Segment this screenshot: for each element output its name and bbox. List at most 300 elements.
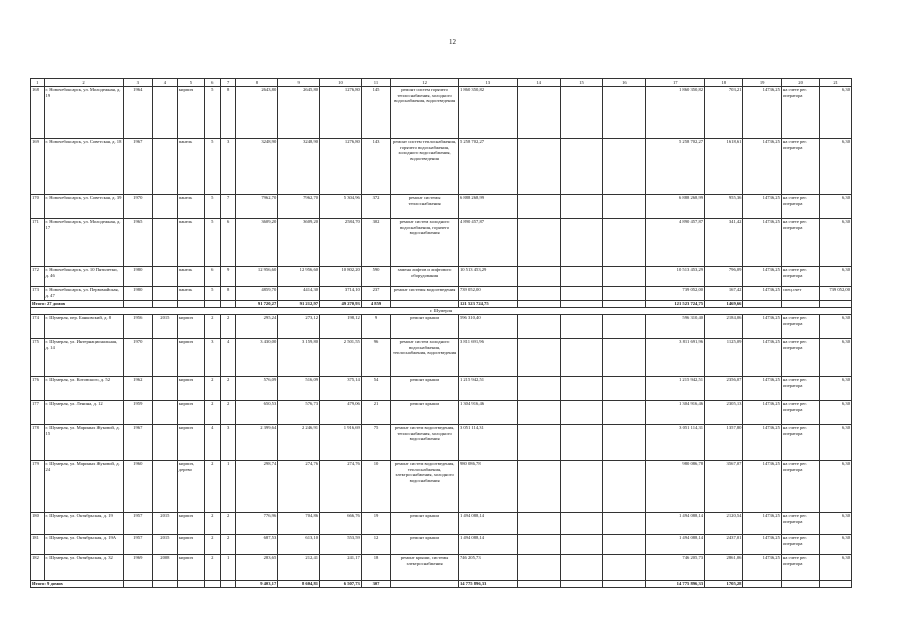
residents-cell: 75: [361, 425, 390, 461]
premises-area-cell: 2645,80: [278, 87, 320, 139]
entrances-cell: 2: [220, 315, 236, 339]
work-type-cell: ремонт крыши: [391, 513, 459, 535]
total-label: Итого: 9 домов: [31, 581, 124, 588]
limit-cost-cell: 14736,25: [743, 513, 781, 535]
unit-cost-cell: 796,09: [705, 267, 743, 287]
column-number: 2: [44, 79, 123, 87]
limit-cost-cell: 14736,25: [743, 87, 781, 139]
cost-cell: 1 215 942,51: [458, 377, 517, 401]
residential-area-cell: 1276,80: [320, 87, 362, 139]
total-premises-area: 8 604,81: [278, 581, 320, 588]
floors-cell: 2: [204, 401, 220, 425]
renovation-year-cell: [152, 401, 177, 425]
column-number: 16: [603, 79, 646, 87]
fund-cell: [517, 377, 560, 401]
premises-area-cell: 516,09: [278, 377, 320, 401]
term-cell: 6,30: [820, 267, 852, 287]
residents-cell: 9: [361, 315, 390, 339]
column-number: 7: [220, 79, 236, 87]
fund-cell: [603, 287, 646, 301]
unit-cost-cell: 2437,01: [705, 535, 743, 555]
table-row: [31, 513, 852, 535]
fund-cell: [517, 219, 560, 267]
cost-cell: 596 310,40: [458, 315, 517, 339]
limit-cost-cell: 14736,25: [743, 535, 781, 555]
table-row: [31, 287, 852, 301]
residential-area-cell: 5 304,96: [320, 195, 362, 219]
table-row: [31, 139, 852, 195]
row-number: 176: [31, 377, 45, 401]
table-row: [31, 535, 852, 555]
row-number: 169: [31, 139, 45, 195]
premises-area-cell: 212,41: [278, 555, 320, 581]
work-type-cell: ремонт крыши: [391, 401, 459, 425]
column-number: 19: [743, 79, 781, 87]
fund-cell: [603, 87, 646, 139]
table-cell: [204, 301, 220, 308]
total-cost-cell: 5 258 702,27: [646, 139, 705, 195]
total-cost-cell: 1 215 942,51: [646, 377, 705, 401]
floors-cell: 5: [204, 87, 220, 139]
address-cell: г. Шумерля, ул. Октябрьская, д. 32: [44, 555, 123, 581]
total-area-cell: 298,74: [236, 461, 278, 513]
total-residential-area: 49 270,93: [320, 301, 362, 308]
fund-cell: [517, 555, 560, 581]
address-cell: г. Шумерля, ул. Котовского, д. 52: [44, 377, 123, 401]
table-cell: [391, 301, 459, 308]
floors-cell: 2: [204, 555, 220, 581]
table-cell: [220, 301, 236, 308]
renovation-year-cell: [152, 377, 177, 401]
column-number: 9: [278, 79, 320, 87]
wall-material-cell: кирпич: [177, 315, 204, 339]
total-cost-cell: 4 890 457,87: [646, 219, 705, 267]
residential-area-cell: 553,59: [320, 535, 362, 555]
floors-cell: 3: [204, 339, 220, 377]
wall-material-cell: кирпич: [177, 401, 204, 425]
total-area-cell: 576,09: [236, 377, 278, 401]
floors-cell: 2: [204, 535, 220, 555]
total-area-cell: 776,96: [236, 513, 278, 535]
total-residential-area: 6 507,73: [320, 581, 362, 588]
fund-cell: [603, 195, 646, 219]
residential-area-cell: 2584,70: [320, 219, 362, 267]
address-cell: г. Новочебоксарск, ул. Молодежная, д. 17: [44, 219, 123, 267]
total-premises-area: 91 212,97: [278, 301, 320, 308]
total-residents: 307: [361, 581, 390, 588]
total-residents: 4 859: [361, 301, 390, 308]
funding-method-cell: на счете рег. оператора: [781, 219, 819, 267]
table-row: [31, 315, 852, 339]
table-cell: [603, 581, 646, 588]
cost-cell: 1 860 350,82: [458, 87, 517, 139]
wall-material-cell: панель: [177, 139, 204, 195]
wall-material-cell: панель: [177, 267, 204, 287]
premises-area-cell: 3248,90: [278, 139, 320, 195]
fund-cell: [517, 535, 560, 555]
total-cost-cell: 1 494 088,14: [646, 535, 705, 555]
residents-cell: 143: [361, 139, 390, 195]
residents-cell: 590: [361, 267, 390, 287]
cost-cell: 10 513 453,29: [458, 267, 517, 287]
wall-material-cell: кирпич: [177, 377, 204, 401]
residents-cell: 54: [361, 377, 390, 401]
row-number: 173: [31, 287, 45, 301]
entrances-cell: 1: [220, 461, 236, 513]
entrances-cell: 6: [220, 219, 236, 267]
renovation-year-cell: 2008: [152, 555, 177, 581]
wall-material-cell: панель: [177, 287, 204, 301]
limit-cost-cell: 14736,25: [743, 401, 781, 425]
column-number: 20: [781, 79, 819, 87]
row-number: 171: [31, 219, 45, 267]
fund-cell: [560, 287, 603, 301]
row-number: 170: [31, 195, 45, 219]
premises-area-cell: 274,76: [278, 461, 320, 513]
floors-cell: 2: [204, 315, 220, 339]
column-number: 18: [705, 79, 743, 87]
fund-cell: [603, 219, 646, 267]
funding-method-cell: на счете рег. оператора: [781, 535, 819, 555]
residential-area-cell: 666,76: [320, 513, 362, 535]
table-row: [31, 555, 852, 581]
wall-material-cell: кирпич: [177, 555, 204, 581]
total-area-cell: 7962,70: [236, 195, 278, 219]
term-cell: 6,30: [820, 461, 852, 513]
renovation-year-cell: [152, 87, 177, 139]
limit-cost-cell: 14736,25: [743, 377, 781, 401]
residential-area-cell: 1276,80: [320, 139, 362, 195]
column-number: 21: [820, 79, 852, 87]
year-built-cell: 1957: [123, 513, 152, 535]
unit-cost-cell: 3567,07: [705, 461, 743, 513]
address-cell: г. Новочебоксарск, ул. Советская, д. 18: [44, 139, 123, 195]
table-row: [31, 377, 852, 401]
fund-cell: [603, 425, 646, 461]
fund-cell: [560, 535, 603, 555]
table-cell: [123, 301, 152, 308]
unit-cost-cell: 1125,09: [705, 339, 743, 377]
residents-cell: 12: [361, 535, 390, 555]
floors-cell: 6: [204, 267, 220, 287]
unit-cost-cell: 341,42: [705, 219, 743, 267]
table-cell: [743, 301, 781, 308]
entrances-cell: 3: [220, 425, 236, 461]
total-unit-cost: 1705,28: [705, 581, 743, 588]
wall-material-cell: кирпич, дерево: [177, 461, 204, 513]
section-row: [31, 308, 852, 315]
renovation-year-cell: 2015: [152, 315, 177, 339]
premises-area-cell: 3609,20: [278, 219, 320, 267]
term-cell: 6,30: [820, 555, 852, 581]
term-cell: 6,30: [820, 377, 852, 401]
renovation-year-cell: [152, 339, 177, 377]
year-built-cell: 1967: [123, 425, 152, 461]
floors-cell: 2: [204, 461, 220, 513]
year-built-cell: 1957: [123, 535, 152, 555]
address-cell: г. Шумерля, ул. Мариных Жуковой, д. 15: [44, 425, 123, 461]
limit-cost-cell: 14736,25: [743, 425, 781, 461]
funding-method-cell: на счете рег. оператора: [781, 315, 819, 339]
funding-method-cell: на счете рег. оператора: [781, 87, 819, 139]
entrances-cell: 2: [220, 513, 236, 535]
table-cell: [517, 301, 560, 308]
fund-cell: [560, 425, 603, 461]
work-type-cell: ремонт крыши: [391, 377, 459, 401]
year-built-cell: 1980: [123, 267, 152, 287]
premises-area-cell: 576,73: [278, 401, 320, 425]
total-sum: 14 775 896,33: [646, 581, 705, 588]
fund-cell: [603, 513, 646, 535]
address-cell: г. Шумерля, ул. Октябрьская, д. 19А: [44, 535, 123, 555]
fund-cell: [603, 315, 646, 339]
total-cost: 14 775 896,33: [458, 581, 517, 588]
fund-cell: [560, 377, 603, 401]
total-cost: 121 523 724,75: [458, 301, 517, 308]
fund-cell: [517, 425, 560, 461]
total-row: [31, 301, 852, 308]
section-title: г. Шумерля: [31, 308, 852, 315]
term-cell: 6,30: [820, 219, 852, 267]
renovation-year-cell: [152, 219, 177, 267]
table-row: [31, 267, 852, 287]
work-type-cell: ремонт систем горячего теплоснабжения, холодного водоснабжения, водоотведения: [391, 87, 459, 139]
row-number: 177: [31, 401, 45, 425]
row-number: 180: [31, 513, 45, 535]
table-cell: [152, 301, 177, 308]
unit-cost-cell: 1357,80: [705, 425, 743, 461]
table-cell: [820, 301, 852, 308]
row-number: 172: [31, 267, 45, 287]
fund-cell: [560, 461, 603, 513]
fund-cell: [560, 339, 603, 377]
term-cell: 6,30: [820, 339, 852, 377]
premises-area-cell: 3 159,80: [278, 339, 320, 377]
repair-program-table: [30, 78, 852, 588]
table-cell: [743, 581, 781, 588]
work-type-cell: ремонт систем холодного водоснабжения, горячего водоснабжения: [391, 219, 459, 267]
table-cell: [560, 581, 603, 588]
table-cell: [123, 581, 152, 588]
premises-area-cell: 613,10: [278, 535, 320, 555]
total-area-cell: 3248,90: [236, 139, 278, 195]
table-row: [31, 339, 852, 377]
entrances-cell: 2: [220, 401, 236, 425]
column-number: 1: [31, 79, 45, 87]
limit-cost-cell: 14736,25: [743, 461, 781, 513]
term-cell: 6,30: [820, 425, 852, 461]
total-cost-cell: 746 205,73: [646, 555, 705, 581]
term-cell: 6,30: [820, 87, 852, 139]
total-unit-cost: 1469,66: [705, 301, 743, 308]
row-number: 182: [31, 555, 45, 581]
total-cost-cell: 739 052,00: [646, 287, 705, 301]
row-number: 179: [31, 461, 45, 513]
year-built-cell: 1980: [123, 287, 152, 301]
total-cost-cell: 10 513 453,29: [646, 267, 705, 287]
table-row: [31, 401, 852, 425]
row-number: 175: [31, 339, 45, 377]
renovation-year-cell: 2015: [152, 535, 177, 555]
funding-method-cell: на счете рег. оператора: [781, 401, 819, 425]
row-number: 174: [31, 315, 45, 339]
funding-method-cell: на счете рег. оператора: [781, 377, 819, 401]
term-cell: 6,30: [820, 139, 852, 195]
row-number: 181: [31, 535, 45, 555]
fund-cell: [517, 315, 560, 339]
total-cost-cell: 1 860 350,82: [646, 87, 705, 139]
renovation-year-cell: [152, 461, 177, 513]
wall-material-cell: кирпич: [177, 87, 204, 139]
limit-cost-cell: 14736,25: [743, 339, 781, 377]
year-built-cell: 1969: [123, 555, 152, 581]
floors-cell: 4: [204, 425, 220, 461]
column-number: 10: [320, 79, 362, 87]
table-cell: [517, 581, 560, 588]
column-number: 8: [236, 79, 278, 87]
unit-cost-cell: 1618,61: [705, 139, 743, 195]
fund-cell: [560, 267, 603, 287]
unit-cost-cell: 2184,06: [705, 315, 743, 339]
year-built-cell: 1970: [123, 195, 152, 219]
fund-cell: [603, 267, 646, 287]
table-cell: [177, 301, 204, 308]
fund-cell: [517, 287, 560, 301]
funding-method-cell: на счете рег. оператора: [781, 339, 819, 377]
fund-cell: [603, 461, 646, 513]
fund-cell: [603, 139, 646, 195]
wall-material-cell: кирпич: [177, 339, 204, 377]
year-built-cell: 1959: [123, 401, 152, 425]
column-number: 12: [391, 79, 459, 87]
column-number: 13: [458, 79, 517, 87]
term-cell: 739 052,00: [820, 287, 852, 301]
table-row: [31, 87, 852, 139]
fund-cell: [517, 87, 560, 139]
work-type-cell: ремонт крыши, системы электроснабжения: [391, 555, 459, 581]
unit-cost-cell: 2861,06: [705, 555, 743, 581]
total-area-cell: 295,24: [236, 315, 278, 339]
fund-cell: [517, 401, 560, 425]
residential-area-cell: 375,14: [320, 377, 362, 401]
fund-cell: [560, 513, 603, 535]
work-type-cell: ремонт систем теплоснабжения, горячего водоснабжения, холодного водоснабжения, водоотведения: [391, 139, 459, 195]
term-cell: 6,30: [820, 195, 852, 219]
renovation-year-cell: [152, 267, 177, 287]
cost-cell: 980 086,78: [458, 461, 517, 513]
year-built-cell: 1965: [123, 219, 152, 267]
residential-area-cell: 1 916,69: [320, 425, 362, 461]
entrances-cell: 1: [220, 555, 236, 581]
cost-cell: 1 494 088,14: [458, 513, 517, 535]
column-number: 17: [646, 79, 705, 87]
entrances-cell: 2: [220, 535, 236, 555]
cost-cell: 3 811 691,96: [458, 339, 517, 377]
fund-cell: [560, 315, 603, 339]
fund-cell: [603, 339, 646, 377]
limit-cost-cell: 14736,25: [743, 267, 781, 287]
total-cost-cell: 3 811 691,96: [646, 339, 705, 377]
address-cell: г. Новочебоксарск, ул. Молодежная, д. 19: [44, 87, 123, 139]
year-built-cell: 1970: [123, 339, 152, 377]
entrances-cell: 2: [220, 377, 236, 401]
residents-cell: 18: [361, 555, 390, 581]
cost-cell: 1 304 916,46: [458, 401, 517, 425]
limit-cost-cell: 14736,25: [743, 139, 781, 195]
total-area-cell: 12 956,60: [236, 267, 278, 287]
table-cell: [391, 581, 459, 588]
total-cost-cell: 980 086,78: [646, 461, 705, 513]
funding-method-cell: на счете рег. оператора: [781, 425, 819, 461]
table-row: [31, 425, 852, 461]
fund-cell: [517, 513, 560, 535]
total-area-cell: 3609,20: [236, 219, 278, 267]
address-cell: г. Шумерля, пер. Банковский, д. 8: [44, 315, 123, 339]
residents-cell: 21: [361, 401, 390, 425]
fund-cell: [560, 219, 603, 267]
table-cell: [152, 581, 177, 588]
total-area-cell: 2 399,64: [236, 425, 278, 461]
floors-cell: 5: [204, 195, 220, 219]
total-area-cell: 283,65: [236, 555, 278, 581]
year-built-cell: 1956: [123, 315, 152, 339]
entrances-cell: 4: [220, 339, 236, 377]
column-number: 5: [177, 79, 204, 87]
wall-material-cell: кирпич: [177, 513, 204, 535]
work-type-cell: ремонт крыши: [391, 315, 459, 339]
renovation-year-cell: [152, 139, 177, 195]
residential-area-cell: 198,12: [320, 315, 362, 339]
funding-method-cell: на счете рег. оператора: [781, 461, 819, 513]
total-cost-cell: 6 888 268,99: [646, 195, 705, 219]
floors-cell: 5: [204, 139, 220, 195]
entrances-cell: 3: [220, 139, 236, 195]
entrances-cell: 8: [220, 87, 236, 139]
floors-cell: 5: [204, 219, 220, 267]
term-cell: 6,30: [820, 401, 852, 425]
cost-cell: 746 205,73: [458, 555, 517, 581]
term-cell: 6,30: [820, 535, 852, 555]
residential-area-cell: 274,76: [320, 461, 362, 513]
entrances-cell: 8: [220, 287, 236, 301]
fund-cell: [560, 555, 603, 581]
funding-method-cell: на счете рег. оператора: [781, 513, 819, 535]
table-cell: [603, 301, 646, 308]
address-cell: г. Новочебоксарск, ул. 10 Пятилетки, д. 46: [44, 267, 123, 287]
table-cell: [820, 581, 852, 588]
total-row: [31, 581, 852, 588]
residents-cell: 10: [361, 461, 390, 513]
limit-cost-cell: 14736,25: [743, 555, 781, 581]
total-area-cell: 650,53: [236, 401, 278, 425]
fund-cell: [560, 195, 603, 219]
total-area: 9 403,17: [236, 581, 278, 588]
residents-cell: 237: [361, 287, 390, 301]
fund-cell: [517, 139, 560, 195]
total-cost-cell: 1 304 916,46: [646, 401, 705, 425]
unit-cost-cell: 2356,07: [705, 377, 743, 401]
address-cell: г. Шумерля, ул. Октябрьская, д. 19: [44, 513, 123, 535]
year-built-cell: 1964: [123, 87, 152, 139]
fund-cell: [517, 267, 560, 287]
residential-area-cell: 479,06: [320, 401, 362, 425]
page-number: 12: [449, 38, 456, 46]
funding-method-cell: на счете рег. оператора: [781, 267, 819, 287]
table-row: [31, 461, 852, 513]
fund-cell: [603, 535, 646, 555]
wall-material-cell: кирпич: [177, 425, 204, 461]
work-type-cell: замена лифтов и лифтового оборудования: [391, 267, 459, 287]
